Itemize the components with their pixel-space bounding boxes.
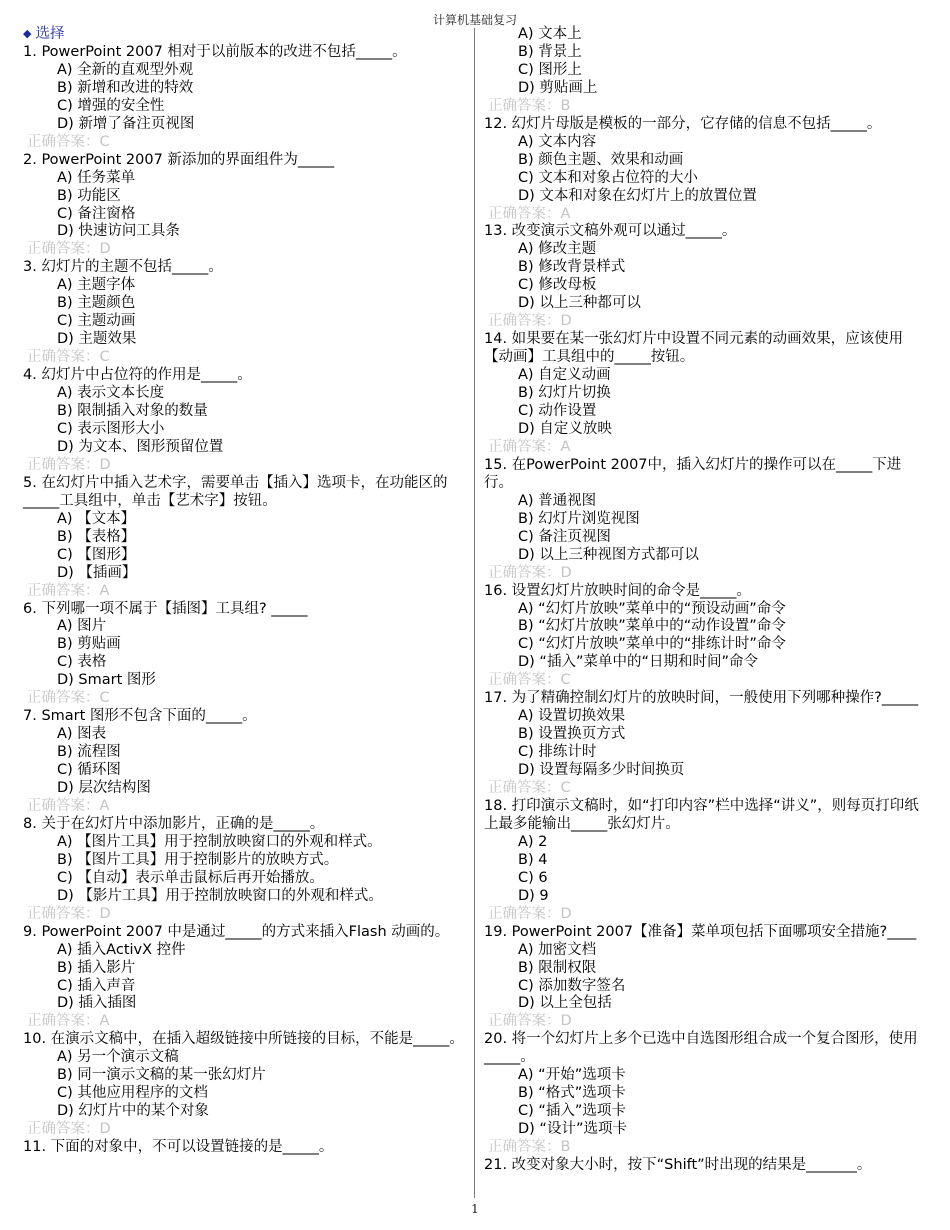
question-text: 5. 在幻灯片中插入艺术字，需要单击【插入】选项卡，在功能区的_____工具组中，单击【艺术字】按钮。 bbox=[23, 474, 448, 509]
question-block bbox=[484, 116, 930, 224]
answer-option: B) 幻灯片浏览视图 bbox=[518, 510, 640, 527]
correct-answer: 正确答案：D bbox=[27, 456, 111, 473]
question-text: 11. 下面的对象中，不可以设置链接的是_____。 bbox=[23, 1139, 334, 1156]
correct-answer: 正确答案：B bbox=[488, 97, 571, 114]
question-block bbox=[484, 331, 930, 457]
right-column bbox=[484, 26, 930, 1175]
question-text: 2. PowerPoint 2007 新添加的界面组件为_____ bbox=[23, 151, 335, 168]
page-number: 1 bbox=[471, 1202, 479, 1216]
question-text: 3. 幻灯片的主题不包括_____。 bbox=[23, 259, 223, 276]
correct-answer: 正确答案：D bbox=[27, 1121, 111, 1138]
answer-option: D) 以上三种视图方式都可以 bbox=[518, 546, 699, 563]
answer-option: D) 以上全包括 bbox=[518, 995, 612, 1012]
answer-option: D) 层次结构图 bbox=[57, 780, 151, 797]
answer-option: C) 动作设置 bbox=[518, 403, 597, 420]
answer-option: A) 另一个演示文稿 bbox=[57, 1049, 179, 1066]
answer-option: C) 排练计时 bbox=[518, 744, 597, 761]
correct-answer: 正确答案：D bbox=[27, 905, 111, 922]
question-text: 8. 关于在幻灯片中添加影片，正确的是_____。 bbox=[23, 815, 325, 832]
answer-option: A) 图片 bbox=[57, 618, 107, 635]
answer-option: D) 新增了备注页视图 bbox=[57, 115, 195, 132]
question-text: 9. PowerPoint 2007 中是通过_____的方式来插入Flash 动画的。 bbox=[23, 923, 450, 940]
section-heading bbox=[23, 26, 465, 44]
answer-option: A) 任务菜单 bbox=[57, 169, 136, 186]
question-block bbox=[23, 152, 465, 260]
answer-option: C) 表示图形大小 bbox=[57, 420, 165, 437]
answer-option: A) 图表 bbox=[57, 726, 107, 743]
answer-option: B) 功能区 bbox=[57, 187, 121, 204]
answer-option: B) 修改背景样式 bbox=[518, 259, 626, 276]
answer-option: C) 修改母板 bbox=[518, 277, 597, 294]
correct-answer: 正确答案：B bbox=[488, 1139, 571, 1156]
question-block bbox=[23, 475, 465, 601]
correct-answer: 正确答案：C bbox=[27, 690, 110, 707]
question-block bbox=[23, 601, 465, 709]
question-text: 10. 在演示文稿中，在插入超级链接中所链接的目标，不能是_____。 bbox=[23, 1031, 464, 1048]
answer-option: D) “插入”菜单中的“日期和时间”命令 bbox=[518, 654, 758, 671]
question-block bbox=[484, 690, 930, 798]
question-block bbox=[484, 1031, 930, 1157]
answer-option: B) 幻灯片切换 bbox=[518, 385, 611, 402]
answer-option: C) 增强的安全性 bbox=[57, 97, 165, 114]
correct-answer: 正确答案：A bbox=[27, 797, 110, 814]
correct-answer: 正确答案：D bbox=[488, 1013, 572, 1030]
answer-option: D) 以上三种都可以 bbox=[518, 295, 641, 312]
answer-option: C) 【图形】 bbox=[57, 546, 136, 563]
answer-option: B) 限制插入对象的数量 bbox=[57, 403, 208, 420]
question-text: 20. 将一个幻灯片上多个已选中自选图形组合成一个复合图形，使用_____。 bbox=[484, 1031, 918, 1066]
answer-option: B) 【表格】 bbox=[57, 528, 136, 545]
answer-option: A) 2 bbox=[518, 833, 548, 850]
question-text: 13. 改变演示文稿外观可以通过_____。 bbox=[484, 223, 737, 240]
correct-answer: 正确答案：D bbox=[27, 241, 111, 258]
question-text: 12. 幻灯片母版是模板的一部分，它存储的信息不包括_____。 bbox=[484, 115, 882, 132]
question-block bbox=[23, 708, 465, 816]
answer-option: B) 设置换页方式 bbox=[518, 726, 626, 743]
answer-option: D) 为文本、图形预留位置 bbox=[57, 438, 224, 455]
answer-option: C) “幻灯片放映”菜单中的“排练计时”命令 bbox=[518, 636, 786, 653]
question-block bbox=[484, 583, 930, 691]
correct-answer: 正确答案：C bbox=[27, 349, 110, 366]
question-block bbox=[484, 798, 930, 924]
correct-answer: 正确答案：A bbox=[488, 438, 571, 455]
answer-option: A) “开始”选项卡 bbox=[518, 1067, 626, 1084]
answer-option: A) 主题字体 bbox=[57, 277, 136, 294]
answer-option: B) 颜色主题、效果和动画 bbox=[518, 151, 684, 168]
left-column bbox=[23, 26, 465, 1157]
correct-answer: 正确答案：D bbox=[488, 313, 572, 330]
question-list bbox=[23, 44, 465, 1157]
answer-option: D) 快速访问工具条 bbox=[57, 223, 180, 240]
question-text: 4. 幻灯片中占位符的作用是_____。 bbox=[23, 367, 252, 384]
answer-option: C) 添加数字签名 bbox=[518, 977, 626, 994]
page-header: 计算机基础复习 bbox=[432, 13, 517, 27]
question-text: 18. 打印演示文稿时，如“打印内容”栏中选择“讲义”，则每页打印纸上最多能输出_____张幻灯片。 bbox=[484, 797, 919, 832]
correct-answer: 正确答案：D bbox=[488, 905, 572, 922]
answer-option: B) 新增和改进的特效 bbox=[57, 79, 194, 96]
answer-option: B) 限制权限 bbox=[518, 959, 597, 976]
question-block bbox=[484, 924, 930, 1032]
answer-option: D) 主题效果 bbox=[57, 331, 137, 348]
answer-option: A) 普通视图 bbox=[518, 492, 597, 509]
correct-answer: 正确答案：A bbox=[488, 205, 571, 222]
section-title: 选择 bbox=[35, 26, 65, 42]
answer-option: A) 自定义动画 bbox=[518, 367, 611, 384]
answer-option: A) 全新的直观型外观 bbox=[57, 61, 194, 78]
question-block bbox=[23, 259, 465, 367]
answer-option: A) 设置切换效果 bbox=[518, 708, 626, 725]
answer-option: B) 【图片工具】用于控制影片的放映方式。 bbox=[57, 851, 339, 868]
answer-option: B) 剪贴画 bbox=[57, 636, 121, 653]
answer-option: A) “幻灯片放映”菜单中的“预设动画”命令 bbox=[518, 600, 786, 617]
question-block bbox=[23, 816, 465, 924]
answer-option: C) “插入”选项卡 bbox=[518, 1103, 626, 1120]
answer-option: B) 背景上 bbox=[518, 43, 582, 60]
answer-option: A) 【文本】 bbox=[57, 510, 136, 527]
answer-option: D) 文本和对象在幻灯片上的放置位置 bbox=[518, 187, 757, 204]
answer-option: A) 文本内容 bbox=[518, 133, 597, 150]
answer-option: A) 修改主题 bbox=[518, 241, 597, 258]
question-text: 16. 设置幻灯片放映时间的命令是_____。 bbox=[484, 582, 751, 599]
question-block bbox=[484, 223, 930, 331]
answer-option: B) 插入影片 bbox=[57, 959, 136, 976]
question-block bbox=[23, 1139, 465, 1157]
question-text: 1. PowerPoint 2007 相对于以前版本的改进不包括_____。 bbox=[23, 43, 407, 60]
question-text: 19. PowerPoint 2007【准备】菜单项包括下面哪项安全措施?____ bbox=[484, 923, 917, 940]
answer-option: C) 6 bbox=[518, 869, 548, 886]
answer-option: D) “设计”选项卡 bbox=[518, 1121, 627, 1138]
question-text: 7. Smart 图形不包含下面的_____。 bbox=[23, 708, 257, 725]
question-text: 21. 改变对象大小时，按下“Shift”时出现的结果是_______。 bbox=[484, 1157, 872, 1174]
correct-answer: 正确答案：C bbox=[488, 780, 571, 797]
answer-option: D) 9 bbox=[518, 887, 549, 904]
question-block bbox=[23, 924, 465, 1032]
diamond-bullet-icon: ◆ bbox=[23, 27, 32, 40]
answer-option: B) 同一演示文稿的某一张幻灯片 bbox=[57, 1067, 266, 1084]
question-block bbox=[23, 367, 465, 475]
question-block bbox=[23, 1031, 465, 1139]
answer-option: C) 备注页视图 bbox=[518, 528, 611, 545]
answer-option: C) 图形上 bbox=[518, 61, 582, 78]
question-block bbox=[23, 44, 465, 152]
question-block bbox=[484, 1157, 930, 1175]
answer-option: A) 插入ActivX 控件 bbox=[57, 941, 186, 958]
answer-option: D) 剪贴画上 bbox=[518, 79, 598, 96]
question-block bbox=[484, 457, 930, 583]
answer-option: C) 【自动】表示单击鼠标后再开始播放。 bbox=[57, 869, 324, 886]
answer-option: D) 设置每隔多少时间换页 bbox=[518, 762, 685, 779]
column-divider bbox=[474, 28, 475, 1198]
answer-option: A) 【图片工具】用于控制放映窗口的外观和样式。 bbox=[57, 833, 382, 850]
correct-answer: 正确答案：A bbox=[27, 582, 110, 599]
answer-option: C) 表格 bbox=[57, 654, 107, 671]
answer-option: C) 备注窗格 bbox=[57, 205, 136, 222]
question-text: 14. 如果要在某一张幻灯片中设置不同元素的动画效果，应该使用【动画】工具组中的_____按钮。 bbox=[484, 331, 904, 366]
answer-option: D) 幻灯片中的某个对象 bbox=[57, 1103, 209, 1120]
answer-option: C) 文本和对象占位符的大小 bbox=[518, 169, 698, 186]
answer-option: D) 【插画】 bbox=[57, 564, 137, 581]
answer-option: D) 自定义放映 bbox=[518, 420, 612, 437]
answer-option: B) “格式”选项卡 bbox=[518, 1085, 626, 1102]
question-text: 17. 为了精确控制幻灯片的放映时间，一般使用下列哪种操作?_____ bbox=[484, 690, 919, 707]
answer-option: B) 流程图 bbox=[57, 744, 121, 761]
answer-option: C) 其他应用程序的文档 bbox=[57, 1085, 208, 1102]
answer-option: A) 加密文档 bbox=[518, 941, 597, 958]
answer-option: C) 插入声音 bbox=[57, 977, 136, 994]
correct-answer: 正确答案：C bbox=[27, 133, 110, 150]
question-text: 15. 在PowerPoint 2007中，插入幻灯片的操作可以在_____下进行。 bbox=[484, 456, 902, 491]
question-text: 6. 下列哪一项不属于【插图】工具组? _____ bbox=[23, 600, 308, 617]
answer-option: C) 循环图 bbox=[57, 762, 121, 779]
answer-option: B) 主题颜色 bbox=[57, 295, 136, 312]
answer-option: D) Smart 图形 bbox=[57, 672, 156, 689]
correct-answer: 正确答案：D bbox=[488, 564, 572, 581]
answer-option: D) 【影片工具】用于控制放映窗口的外观和样式。 bbox=[57, 887, 383, 904]
answer-option: D) 插入插图 bbox=[57, 995, 137, 1012]
correct-answer: 正确答案：A bbox=[27, 1013, 110, 1030]
answer-option: C) 主题动画 bbox=[57, 313, 136, 330]
answer-option: A) 表示文本长度 bbox=[57, 385, 165, 402]
question-block bbox=[484, 26, 930, 116]
answer-option: B) “幻灯片放映”菜单中的“动作设置”命令 bbox=[518, 618, 786, 635]
answer-option: A) 文本上 bbox=[518, 26, 582, 42]
correct-answer: 正确答案：C bbox=[488, 672, 571, 689]
question-list bbox=[484, 26, 930, 1175]
answer-option: B) 4 bbox=[518, 851, 548, 868]
